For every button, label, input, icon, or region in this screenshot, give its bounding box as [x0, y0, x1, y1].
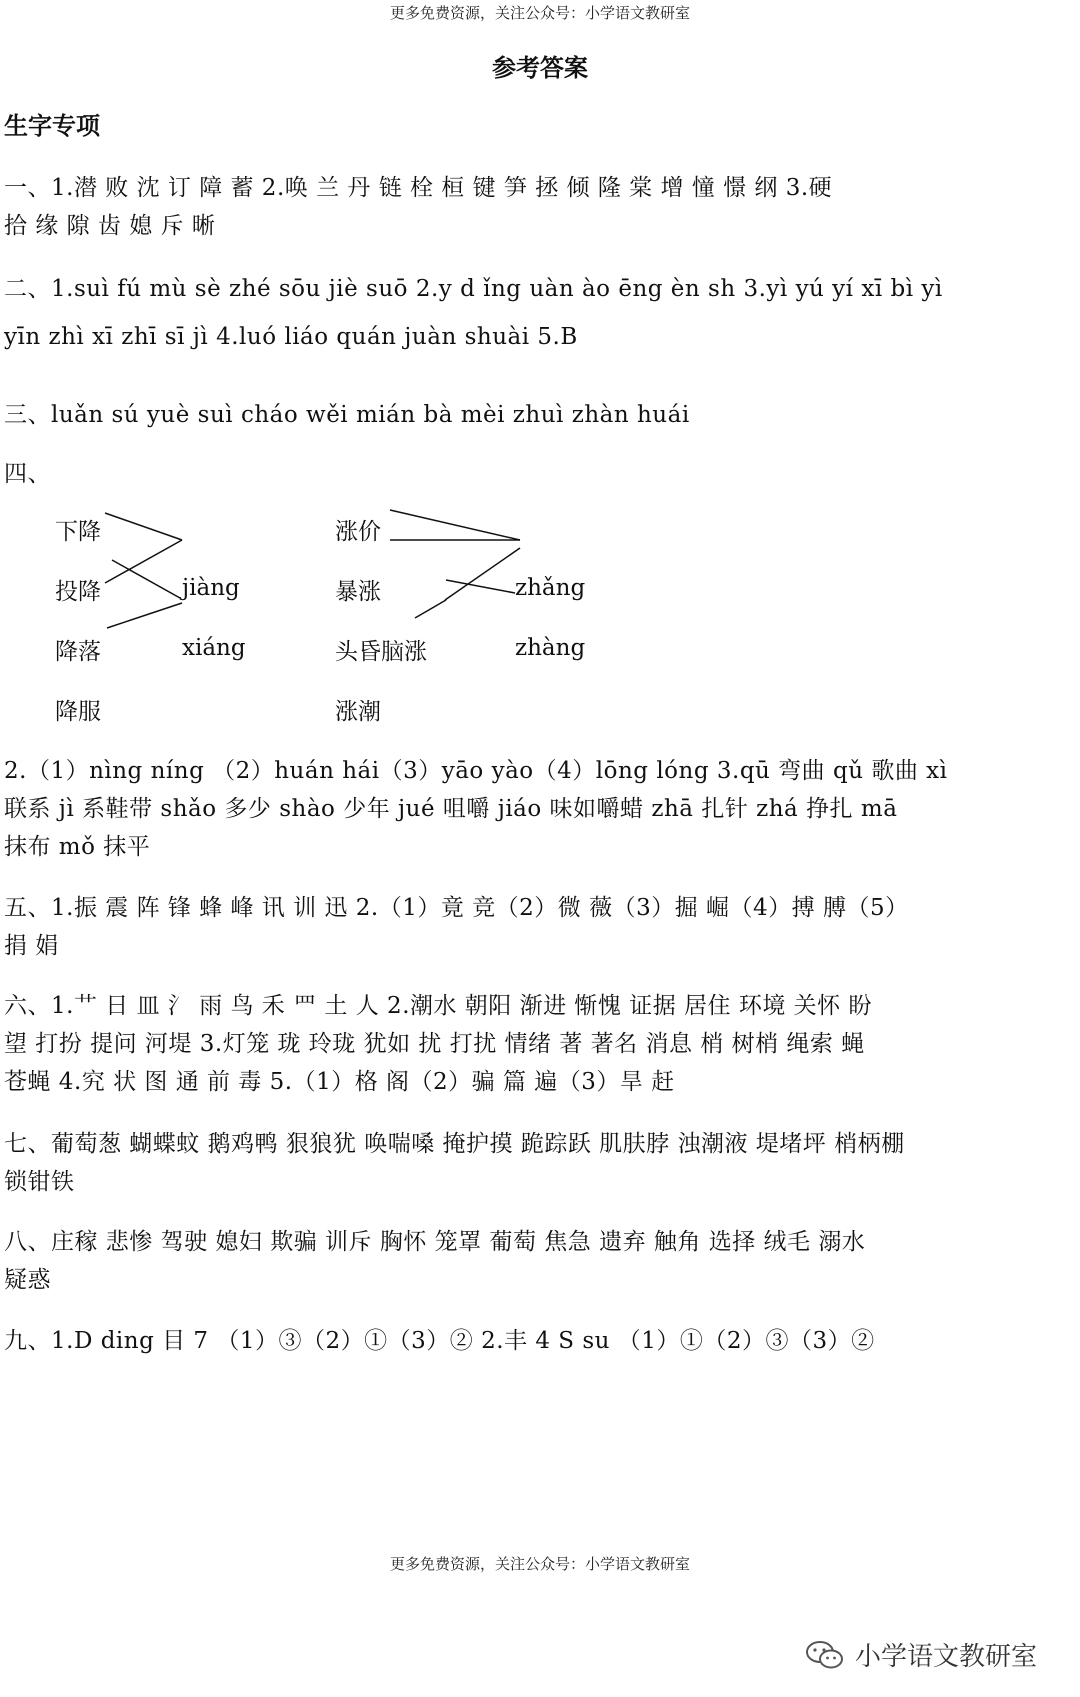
section-heading: 生字专项 — [4, 111, 100, 140]
match-word: 暴涨 — [335, 579, 381, 605]
match-line — [390, 510, 520, 540]
page-title: 参考答案 — [492, 53, 588, 82]
match-line — [105, 513, 182, 540]
answer-line: 二、1.suì fú mù sè zhé sōu jiè suō 2.y d ǐng uàn ào ēng èn sh 3.yì yú yí xī bì yì — [4, 276, 943, 302]
answer-line: 2.（1）nìng níng （2）huán hái（3）yāo yào（4）lōng lóng 3.qū 弯曲 qǔ 歌曲 xì — [4, 758, 948, 784]
answer-line: 望 打扮 提问 河堤 3.灯笼 珑 玲珑 犹如 扰 打扰 情绪 著 著名 消息 梢 树梢 绳索 蝇 — [4, 1031, 865, 1057]
match-pinyin: zhàng — [515, 635, 586, 661]
match-word: 降服 — [55, 699, 101, 725]
answer-line: 苍蝇 4.究 状 图 通 前 毒 5.（1）格 阁（2）骗 篇 遍（3）旱 赶 — [4, 1069, 675, 1095]
match-pinyin: xiáng — [182, 635, 246, 661]
answer-line: 八、庄稼 悲惨 驾驶 媳妇 欺骗 训斥 胸怀 笼罩 葡萄 焦急 遗弃 触角 选择 绒毛 溺水 — [4, 1229, 866, 1255]
match-pinyin: zhǎng — [515, 575, 586, 601]
match-line — [105, 540, 182, 583]
answer-line: yīn zhì xī zhī sī jì 4.luó liáo quán juàn shuài 5.B — [4, 324, 578, 350]
page-header: 更多免费资源，关注公众号：小学语文教研室 — [389, 4, 690, 22]
answer-line: 抹布 mǒ 抹平 — [4, 834, 151, 860]
answer-line: 拾 缘 隙 齿 媳 斥 晰 — [4, 213, 216, 239]
wechat-icon — [805, 1639, 845, 1671]
match-word: 下降 — [55, 519, 101, 545]
answer-line: 四、 — [4, 461, 51, 487]
match-word: 投降 — [55, 579, 101, 605]
answer-line: 五、1.振 震 阵 锋 蜂 峰 讯 训 迅 2.（1）竟 竞（2）微 薇（3）掘 崛（4）搏 膊（5） — [4, 895, 909, 921]
answer-line: 六、1.艹 日 皿 氵 雨 鸟 禾 罒 土 人 2.潮水 朝阳 渐进 惭愧 证据 居住 环境 关怀 盼 — [4, 993, 872, 1019]
match-pinyin: jiàng — [182, 575, 240, 601]
answer-line: 疑惑 — [4, 1267, 51, 1293]
page-footer: 更多免费资源，关注公众号：小学语文教研室 — [389, 1555, 690, 1573]
answer-line: 锁钳铁 — [4, 1169, 75, 1195]
watermark — [805, 1636, 1037, 1673]
match-line — [415, 600, 446, 618]
match-word: 涨潮 — [335, 699, 381, 725]
answer-line: 三、luǎn sú yuè suì cháo wěi mián bà mèi zhuì zhàn huái — [4, 402, 690, 428]
answer-line: 九、1.D ding 目 7 （1）③（2）①（3）② 2.丰 4 S su （1）①（2）③（3）② — [4, 1328, 875, 1354]
match-word: 涨价 — [335, 519, 381, 545]
matching-lines — [0, 0, 1080, 760]
match-line — [112, 560, 180, 598]
answer-line: 一、1.潜 败 沈 订 障 蓄 2.唤 兰 丹 链 栓 桓 键 笋 拯 倾 隆 棠 增 憧 憬 纲 3.硬 — [4, 175, 833, 201]
watermark-text: 小学语文教研室 — [855, 1642, 1038, 1672]
match-word: 头昏脑涨 — [335, 639, 427, 665]
match-line — [107, 603, 182, 628]
answer-line: 捐 娟 — [4, 933, 59, 959]
match-line — [446, 580, 515, 593]
match-word: 降落 — [55, 639, 101, 665]
answer-line: 联系 jì 系鞋带 shǎo 多少 shào 少年 jué 咀嚼 jiáo 味如嚼蜡 zhā 扎针 zhá 挣扎 mā — [4, 796, 898, 822]
answer-line: 七、葡萄葱 蝴蝶蚊 鹅鸡鸭 狠狼犹 唤喘嗓 掩护摸 跪踪跃 肌肤脖 浊潮液 堤堵坪 梢柄棚 — [4, 1131, 905, 1157]
